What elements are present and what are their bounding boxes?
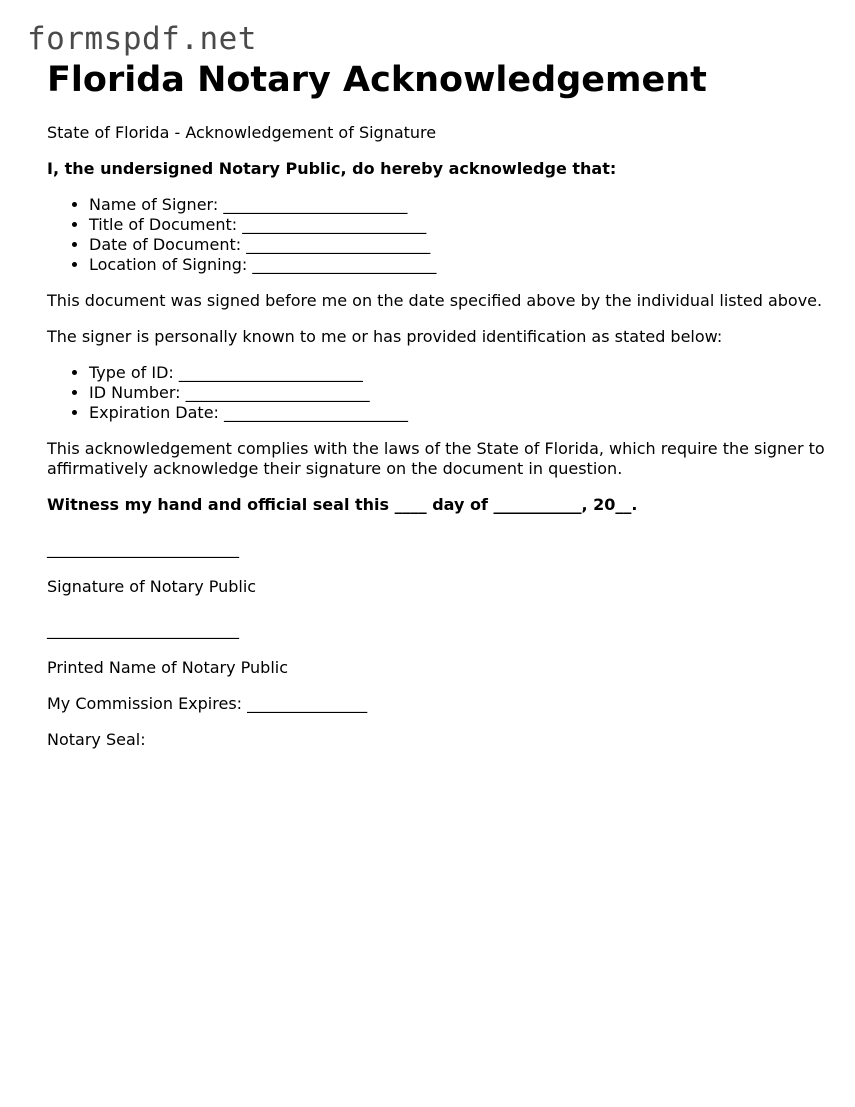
list-item: • Type of ID: _______________________ xyxy=(89,363,827,383)
intro-statement: I, the undersigned Notary Public, do hereby acknowledge that: xyxy=(47,159,617,178)
notary-seal-label: Notary Seal: xyxy=(47,730,146,749)
list-item: • Location of Signing: _______________________ xyxy=(89,255,827,275)
list-item: • ID Number: _______________________ xyxy=(89,383,827,403)
id-fields-list xyxy=(47,363,827,423)
signer-fields-list xyxy=(47,195,827,275)
list-item: • Title of Document: _______________________ xyxy=(89,215,827,235)
list-item: • Date of Document: _______________________ xyxy=(89,235,827,255)
identification-statement: The signer is personally known to me or has provided identification as stated below: xyxy=(47,327,723,346)
list-item: • Name of Signer: _______________________ xyxy=(89,195,827,215)
document-page xyxy=(47,58,827,750)
document-title: Florida Notary Acknowledgement xyxy=(47,60,707,100)
witness-statement: Witness my hand and official seal this ____ day of ___________, 20__. xyxy=(47,495,638,514)
commission-expires: My Commission Expires: _______________ xyxy=(47,694,368,713)
notary-name-label: Printed Name of Notary Public xyxy=(47,658,289,677)
list-item: • Expiration Date: _______________________ xyxy=(89,403,827,423)
notary-signature-label: Signature of Notary Public xyxy=(47,577,257,596)
document-subtitle: State of Florida - Acknowledgement of Signature xyxy=(47,123,437,142)
compliance-statement: This acknowledgement complies with the laws of the State of Florida, which require the signer to affirmatively acknowledge their signature on the document in question. xyxy=(47,439,825,478)
watermark: formspdf.net xyxy=(27,21,257,57)
notary-name-line: ________________________ xyxy=(47,620,239,639)
signed-statement: This document was signed before me on the date specified above by the individual listed above. xyxy=(47,291,823,310)
notary-signature-line: ________________________ xyxy=(47,539,239,558)
